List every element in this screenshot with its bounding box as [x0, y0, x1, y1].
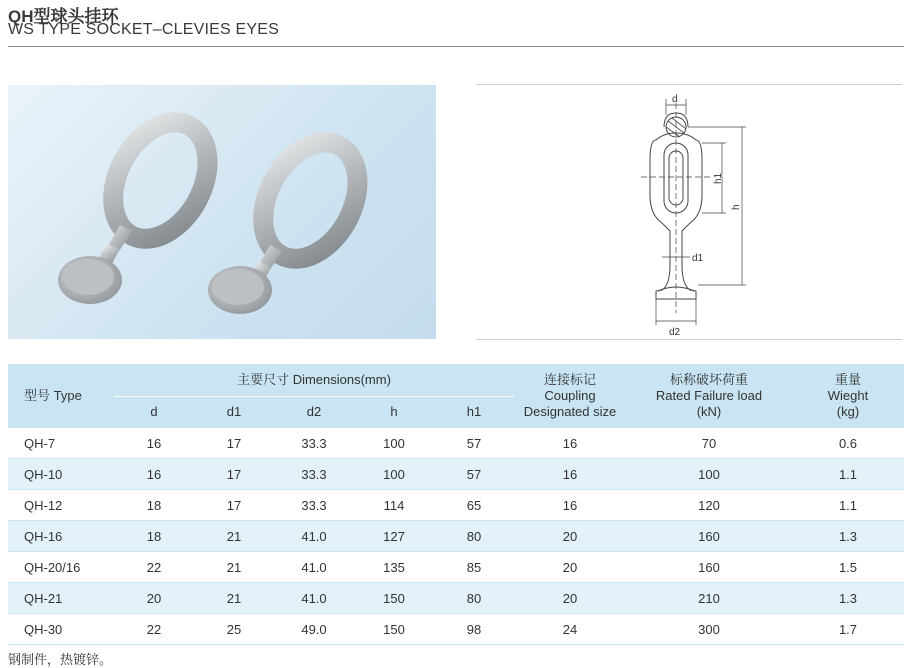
- table-row: [8, 490, 904, 521]
- cell-weight: 1.7: [792, 614, 904, 645]
- cell-load: 160: [626, 552, 792, 583]
- cell-d: 18: [114, 521, 194, 552]
- spec-table: [8, 364, 904, 645]
- header-h1: h1: [434, 396, 514, 428]
- cell-type: QH-30: [8, 614, 114, 645]
- cell-type: QH-16: [8, 521, 114, 552]
- cell-h: 100: [354, 428, 434, 459]
- cell-h: 150: [354, 583, 434, 614]
- cell-d2: 33.3: [274, 428, 354, 459]
- drawing-bottom-rule: [476, 339, 902, 340]
- cell-weight: 1.3: [792, 583, 904, 614]
- cell-h1: 80: [434, 583, 514, 614]
- cell-type: QH-20/16: [8, 552, 114, 583]
- cell-d1: 21: [194, 521, 274, 552]
- header-weight-en: Wieght: [827, 388, 869, 403]
- cell-coupling: 16: [514, 490, 626, 521]
- cell-d2: 41.0: [274, 552, 354, 583]
- cell-weight: 0.6: [792, 428, 904, 459]
- cell-h1: 65: [434, 490, 514, 521]
- cell-weight: 1.1: [792, 459, 904, 490]
- header-d: d: [114, 396, 194, 428]
- product-photo: [8, 85, 436, 339]
- cell-type: QH-10: [8, 459, 114, 490]
- cell-d2: 49.0: [274, 614, 354, 645]
- label-h: h: [731, 204, 742, 210]
- cell-weight: 1.3: [792, 521, 904, 552]
- cell-type: QH-21: [8, 583, 114, 614]
- cell-d2: 41.0: [274, 521, 354, 552]
- cell-d2: 33.3: [274, 490, 354, 521]
- cell-coupling: 16: [514, 428, 626, 459]
- cell-h1: 85: [434, 552, 514, 583]
- cell-d: 20: [114, 583, 194, 614]
- title-english: WS TYPE SOCKET–CLEVIES EYES: [8, 21, 279, 38]
- cell-h: 127: [354, 521, 434, 552]
- cell-coupling: 20: [514, 552, 626, 583]
- cell-d1: 17: [194, 428, 274, 459]
- header-divider: [8, 46, 904, 47]
- cell-load: 160: [626, 521, 792, 552]
- header-load: [626, 364, 792, 428]
- cell-weight: 1.1: [792, 490, 904, 521]
- cell-d1: 21: [194, 583, 274, 614]
- cell-d2: 41.0: [274, 583, 354, 614]
- cell-d2: 33.3: [274, 459, 354, 490]
- cell-load: 300: [626, 614, 792, 645]
- label-d: d: [672, 94, 678, 105]
- cell-coupling: 24: [514, 614, 626, 645]
- cell-load: 70: [626, 428, 792, 459]
- header-d2: d2: [274, 396, 354, 428]
- table-row: [8, 614, 904, 645]
- cell-weight: 1.5: [792, 552, 904, 583]
- header-type: 型号 Type: [8, 364, 114, 428]
- cell-h1: 57: [434, 428, 514, 459]
- spec-table-body: [8, 428, 904, 645]
- table-row: [8, 583, 904, 614]
- title-chinese: QH型球头挂环: [8, 7, 119, 26]
- cell-d: 16: [114, 428, 194, 459]
- cell-load: 120: [626, 490, 792, 521]
- cell-type: QH-12: [8, 490, 114, 521]
- label-d2: d2: [669, 327, 681, 338]
- label-d1: d1: [692, 253, 704, 264]
- cell-coupling: 20: [514, 583, 626, 614]
- cell-load: 210: [626, 583, 792, 614]
- cell-h1: 57: [434, 459, 514, 490]
- header-weight: [792, 364, 904, 428]
- technical-drawing: [476, 85, 902, 339]
- footnote: 钢制件，热镀锌。: [8, 652, 113, 667]
- table-row: [8, 552, 904, 583]
- cell-load: 100: [626, 459, 792, 490]
- table-row: [8, 428, 904, 459]
- table-row: [8, 521, 904, 552]
- cell-d: 18: [114, 490, 194, 521]
- cell-coupling: 20: [514, 521, 626, 552]
- cell-d: 16: [114, 459, 194, 490]
- fitting-left: [58, 106, 227, 304]
- header-weight-unit: (kg): [836, 404, 860, 419]
- header-h: h: [354, 396, 434, 428]
- table-row: [8, 459, 904, 490]
- cell-d1: 25: [194, 614, 274, 645]
- fitting-right: [208, 126, 377, 314]
- cell-h: 135: [354, 552, 434, 583]
- cell-d1: 17: [194, 490, 274, 521]
- header-coupling-cn: 连接标记: [543, 372, 596, 387]
- header-load-en: Rated Failure load: [655, 388, 763, 403]
- cell-h1: 80: [434, 521, 514, 552]
- header-load-unit: (kN): [696, 404, 722, 419]
- label-h1: h1: [713, 172, 724, 184]
- header-dimensions: 主要尺寸 Dimensions(mm): [114, 364, 514, 396]
- cell-d1: 17: [194, 459, 274, 490]
- cell-coupling: 16: [514, 459, 626, 490]
- header-coupling: [514, 364, 626, 428]
- cell-h: 150: [354, 614, 434, 645]
- cell-d: 22: [114, 614, 194, 645]
- header-weight-cn: 重量: [834, 372, 861, 387]
- cell-h: 114: [354, 490, 434, 521]
- header-d1: d1: [194, 396, 274, 428]
- cell-type: QH-7: [8, 428, 114, 459]
- header-load-cn: 标称破坏荷重: [669, 372, 748, 387]
- header-coupling-en2: Designated size: [523, 404, 617, 419]
- cell-h1: 98: [434, 614, 514, 645]
- cell-h: 100: [354, 459, 434, 490]
- cell-d1: 21: [194, 552, 274, 583]
- header-coupling-en1: Coupling: [544, 388, 596, 403]
- cell-d: 22: [114, 552, 194, 583]
